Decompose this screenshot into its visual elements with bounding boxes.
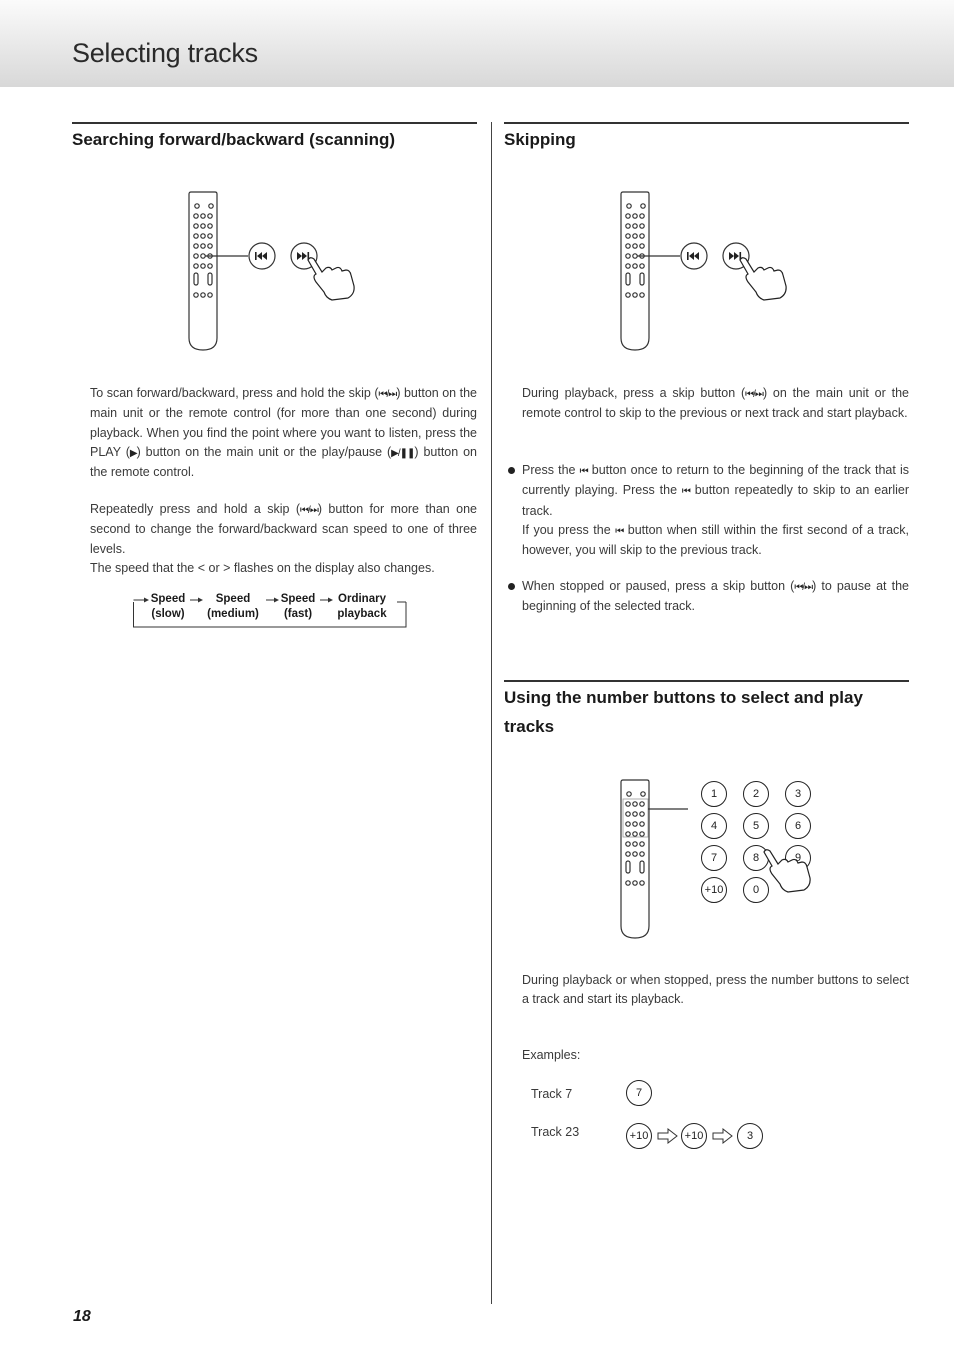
- keypad-button-9: 9: [785, 845, 811, 871]
- page-number: 18: [73, 1308, 91, 1325]
- section-rule-number-buttons: [504, 680, 909, 682]
- page-title: Selecting tracks: [72, 38, 258, 68]
- scanning-paragraph-1: [90, 384, 477, 482]
- column-divider: [491, 122, 492, 1304]
- example-button-plus10: +10: [681, 1123, 707, 1149]
- scanning-display-note: The speed that the < or > flashes on the display also changes.: [90, 560, 435, 575]
- section-rule-skipping: [504, 122, 909, 124]
- keypad-button-8: 8: [743, 845, 769, 871]
- text-run: ) button on the main unit or the remote control (for more than one second) during playback. When you find the point where you want to listen, press the PLAY (: [90, 386, 477, 459]
- scanning-paragraph-2: [90, 500, 477, 578]
- remote-number-illustration: [612, 774, 692, 944]
- step-line: playback: [337, 608, 387, 620]
- keypad-button-1: 1: [701, 781, 727, 807]
- step-line: (slow): [151, 608, 185, 620]
- example-button-7: 7: [626, 1080, 652, 1106]
- keypad-button-2: 2: [743, 781, 769, 807]
- bullet-icon: [508, 467, 515, 474]
- skip-back-icon: ⏮: [681, 486, 690, 498]
- bullet-icon: [508, 583, 515, 590]
- keypad-button-7: 7: [701, 845, 727, 871]
- text-run: button repeatedly to skip to an earlier track.: [522, 483, 909, 518]
- scan-speed-step: [203, 592, 263, 622]
- text-run: button once to return to the beginning of the track that is currently playing. Press the: [522, 463, 909, 498]
- arrow-right-icon: [657, 1128, 679, 1144]
- text-run: ) button on the remote control.: [90, 444, 477, 480]
- text-run: button when still within the first second of a track, however, you will skip to the previous track.: [522, 522, 909, 558]
- arrow-right-icon: [712, 1128, 734, 1144]
- text-run: ) to pause at the beginning of the selected track.: [522, 579, 909, 614]
- skipping-paragraph-1: [522, 384, 909, 424]
- example-track23-label: Track 23: [531, 1125, 580, 1139]
- skip-back-icon: ⏮: [579, 466, 588, 477]
- heading-line: Using the number buttons to select and play: [504, 688, 863, 707]
- skipping-heading: Skipping: [504, 130, 576, 149]
- text-run: To scan forward/backward, press and hold the skip (: [90, 386, 379, 400]
- keypad-button-6: 6: [785, 813, 811, 839]
- step-line: (medium): [207, 608, 259, 620]
- step-line: Speed: [280, 593, 316, 605]
- text-run: Press the: [522, 463, 580, 477]
- text-run: ) button on the main unit or the play/pause (: [136, 444, 392, 459]
- step-line: Speed: [215, 593, 251, 605]
- text-run: Repeatedly press and hold a skip (: [90, 502, 301, 516]
- skip-buttons-icon: ⏮/⏭: [745, 389, 763, 400]
- scan-speed-step: [145, 592, 191, 622]
- skipping-bullet-2: [522, 577, 909, 617]
- skip-buttons-icon: ⏮/⏭: [794, 582, 813, 593]
- text-run: ) on the main unit or the remote control to skip to the previous or next track and start playback.: [522, 386, 909, 421]
- text-run: If you press the: [522, 522, 616, 537]
- step-line: Ordinary: [338, 593, 386, 605]
- keypad-button-3: 3: [785, 781, 811, 807]
- skip-buttons-icon: ⏮/⏭: [300, 505, 318, 516]
- heading-line: tracks: [504, 717, 555, 736]
- scan-speed-step: [331, 592, 393, 622]
- scan-speed-step: [275, 592, 321, 622]
- number-buttons-paragraph: During playback or when stopped, press the number buttons to select a track and start its playback.: [522, 973, 909, 1007]
- text-run: When stopped or paused, press a skip button (: [522, 579, 795, 593]
- keypad-button-5: 5: [743, 813, 769, 839]
- remote-skip-illustration-left: [180, 186, 370, 356]
- play-pause-icon: ▶/❚❚: [391, 447, 415, 459]
- keypad-button-4: 4: [701, 813, 727, 839]
- skipping-bullet-1: [522, 461, 909, 560]
- scanning-heading: Searching forward/backward (scanning): [72, 130, 396, 149]
- skip-back-icon: ⏮: [615, 525, 624, 537]
- play-icon: ▶: [129, 447, 137, 459]
- scan-speed-diagram: [133, 592, 406, 627]
- number-buttons-heading: [504, 683, 909, 741]
- keypad-button-plus10: +10: [701, 877, 727, 903]
- examples-label: Examples:: [522, 1048, 581, 1062]
- text-run: ) button for more than one second to change the forward/backward scan speed to one of three levels.: [90, 502, 477, 556]
- step-line: (fast): [283, 608, 313, 620]
- text-run: During playback, press a skip button (: [522, 386, 746, 400]
- pointing-hand-icon: [760, 846, 816, 902]
- example-button-plus10: +10: [626, 1123, 652, 1149]
- remote-skip-illustration-right: [612, 186, 802, 356]
- section-rule-scanning: [72, 122, 477, 124]
- example-button-3: 3: [737, 1123, 763, 1149]
- example-track7-label: Track 7: [531, 1087, 573, 1101]
- keypad-button-0: 0: [743, 877, 769, 903]
- step-line: Speed: [150, 593, 186, 605]
- skip-buttons-icon: ⏮/⏭: [378, 389, 397, 400]
